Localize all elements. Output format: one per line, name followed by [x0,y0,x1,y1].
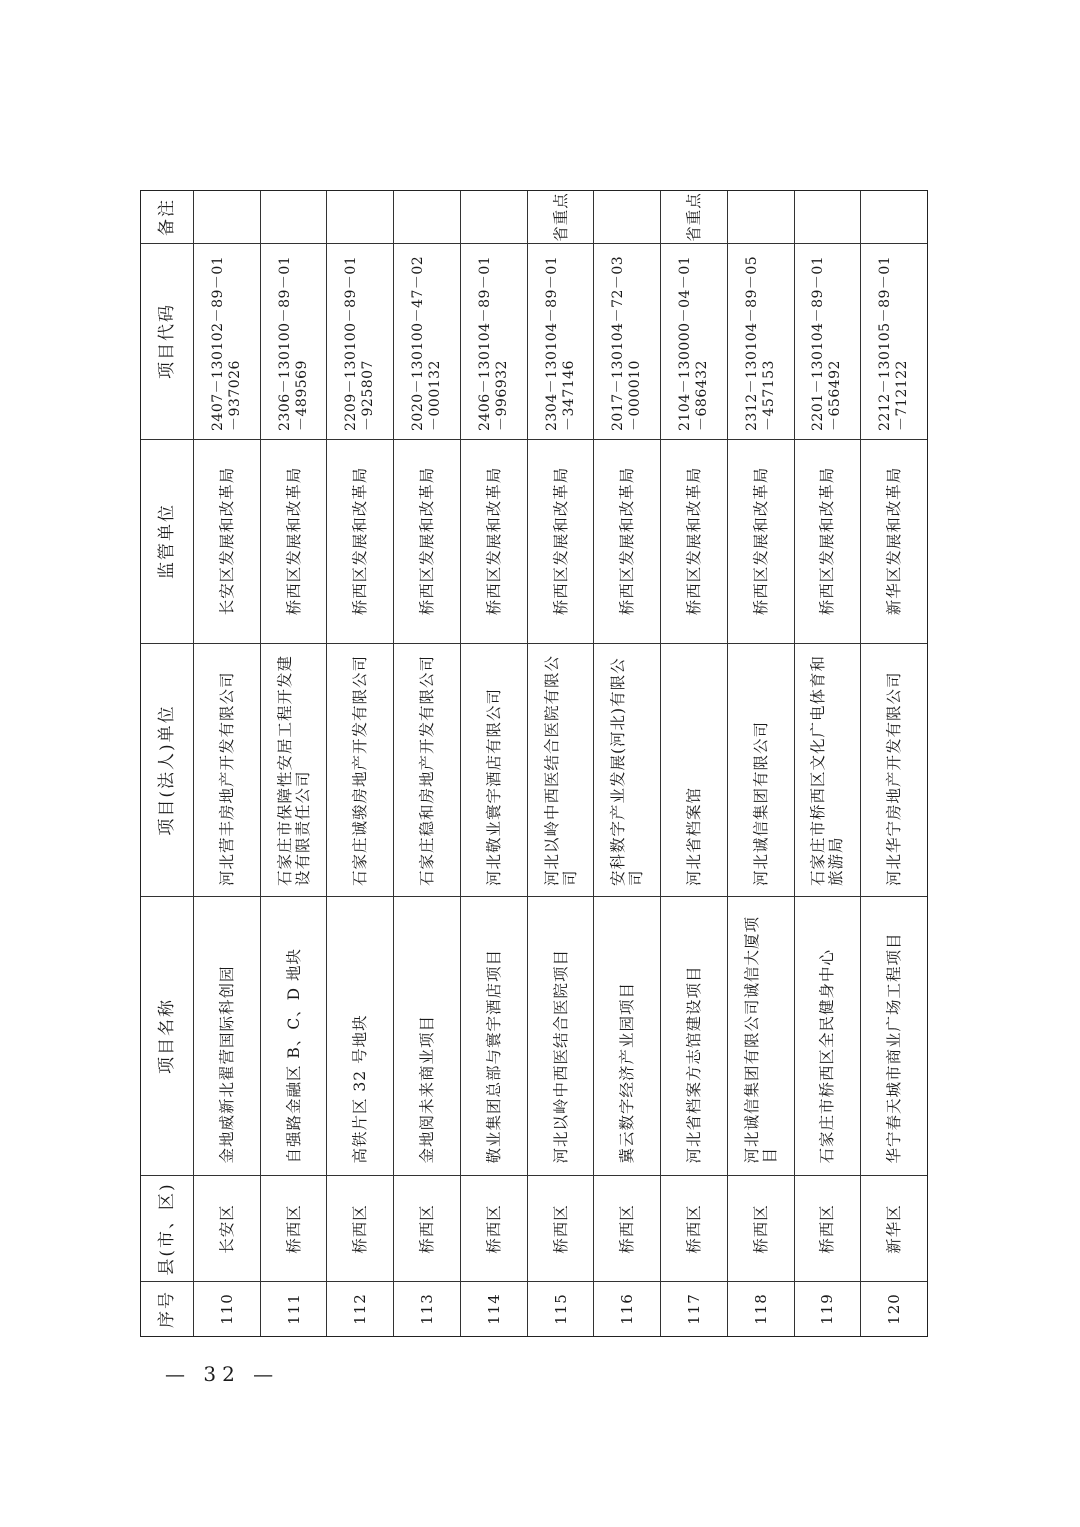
cell-agency: 桥西区发展和改革局 [394,440,460,645]
cell-unit: 石家庄市桥西区文化广电体育和旅游局 [795,644,861,897]
cell-code: 2312－130104－89－05－457153 [728,244,794,440]
cell-agency: 桥西区发展和改革局 [261,440,327,645]
cell-county: 桥西区 [528,1176,594,1282]
cell-note: 省重点 [661,191,727,244]
cell-project-name: 石家庄市桥西区全民健身中心 [795,897,861,1177]
table-row [795,191,862,1336]
cell-county: 桥西区 [661,1176,727,1282]
header-seq: 序号 [157,1290,177,1329]
cell-code: 2104－130000－04－01－686432 [661,244,727,440]
cell-note [795,191,861,244]
cell-note [861,191,927,244]
cell-project-name: 敬业集团总部与寰宇酒店项目 [461,897,527,1177]
cell-project-name: 冀云数字经济产业园项目 [594,897,660,1177]
cell-unit: 河北诚信集团有限公司 [728,644,794,897]
cell-code: 2406－130104－89－01－996932 [461,244,527,440]
cell-seq: 113 [418,1293,437,1325]
cell-seq: 117 [685,1293,703,1325]
cell-county: 新华区 [861,1176,927,1282]
table-grid [141,191,927,1336]
cell-unit: 河北华宁房地产开发有限公司 [861,644,927,897]
cell-seq: 118 [751,1293,770,1325]
cell-project-name: 金地阅未来商业项目 [394,897,460,1177]
cell-agency: 桥西区发展和改革局 [594,440,660,645]
cell-county: 桥西区 [594,1176,660,1282]
cell-county: 桥西区 [327,1176,393,1282]
cell-project-name: 河北省档案方志馆建设项目 [661,897,727,1177]
cell-code: 2304－130104－89－01－347146 [528,244,594,440]
cell-project-name: 河北以岭中西医结合医院项目 [528,897,594,1177]
cell-project-name: 河北诚信集团有限公司诚信大厦项目 [728,897,794,1177]
cell-unit: 河北省档案馆 [661,644,727,897]
cell-seq: 114 [484,1293,503,1325]
cell-project-name: 金地威新北翟营国际科创园 [194,897,260,1177]
cell-agency: 桥西区发展和改革局 [528,440,594,645]
cell-code: 2020－130100－47－02－000132 [394,244,460,440]
cell-unit: 河北敬业寰宇酒店有限公司 [461,644,527,897]
cell-seq: 110 [217,1293,236,1325]
table-row [661,191,728,1336]
table-row [261,191,328,1336]
header-agency: 监管单位 [141,440,193,645]
cell-project-name: 高铁片区 32 号地块 [327,897,393,1177]
table-row [394,191,461,1336]
header-code: 项目代码 [141,244,193,440]
cell-agency: 桥西区发展和改革局 [661,440,727,645]
cell-note [728,191,794,244]
cell-county: 长安区 [194,1176,260,1282]
header-unit: 项目(法人)单位 [141,644,193,897]
cell-project-name: 华宁春天城市商业广场工程项目 [861,897,927,1177]
table-header [141,191,194,1336]
cell-county: 桥西区 [795,1176,861,1282]
table-row [861,191,927,1336]
cell-code: 2201－130104－89－01－656492 [795,244,861,440]
cell-agency: 桥西区发展和改革局 [461,440,527,645]
cell-unit: 安科数字产业发展(河北)有限公司 [594,644,660,897]
cell-seq: 116 [618,1293,637,1325]
header-project-name: 项目名称 [141,897,193,1177]
cell-seq: 115 [551,1293,570,1325]
table-row [728,191,795,1336]
cell-code: 2407－130102－89－01－937026 [194,244,260,440]
table-row [594,191,661,1336]
cell-seq: 120 [885,1293,904,1325]
header-note: 备注 [141,191,193,244]
project-table [140,190,928,1337]
cell-unit: 石家庄诚骏房地产开发有限公司 [327,644,393,897]
cell-agency: 桥西区发展和改革局 [728,440,794,645]
cell-county: 桥西区 [461,1176,527,1282]
table-row [194,191,261,1336]
cell-agency: 桥西区发展和改革局 [327,440,393,645]
cell-agency: 长安区发展和改革局 [194,440,260,645]
cell-agency: 新华区发展和改革局 [861,440,927,645]
cell-note [194,191,260,244]
cell-code: 2306－130100－89－01－489569 [261,244,327,440]
cell-note [261,191,327,244]
header-county: 县(市、区) [141,1176,193,1282]
cell-unit: 石家庄市保障性安居工程开发建设有限责任公司 [261,644,327,897]
cell-code: 2212－130105－89－01－712122 [861,244,927,440]
cell-county: 桥西区 [728,1176,794,1282]
cell-seq: 111 [284,1293,303,1325]
cell-unit: 河北营丰房地产开发有限公司 [194,644,260,897]
table-row [528,191,595,1336]
cell-note [594,191,660,244]
cell-county: 桥西区 [261,1176,327,1282]
cell-note [327,191,393,244]
cell-unit: 河北以岭中西医结合医院有限公司 [528,644,594,897]
cell-note [394,191,460,244]
cell-unit: 石家庄稳和房地产开发有限公司 [394,644,460,897]
cell-seq: 112 [351,1293,370,1325]
cell-county: 桥西区 [394,1176,460,1282]
cell-code: 2017－130104－72－03－000010 [594,244,660,440]
cell-note [461,191,527,244]
cell-project-name: 自强路金融区 B、C、D 地块 [261,897,327,1177]
cell-agency: 桥西区发展和改革局 [795,440,861,645]
table-row [461,191,528,1336]
cell-note: 省重点 [528,191,594,244]
cell-code: 2209－130100－89－01－925807 [327,244,393,440]
page-number: — 32 — [165,1362,280,1386]
cell-seq: 119 [818,1293,837,1325]
table-row [327,191,394,1336]
